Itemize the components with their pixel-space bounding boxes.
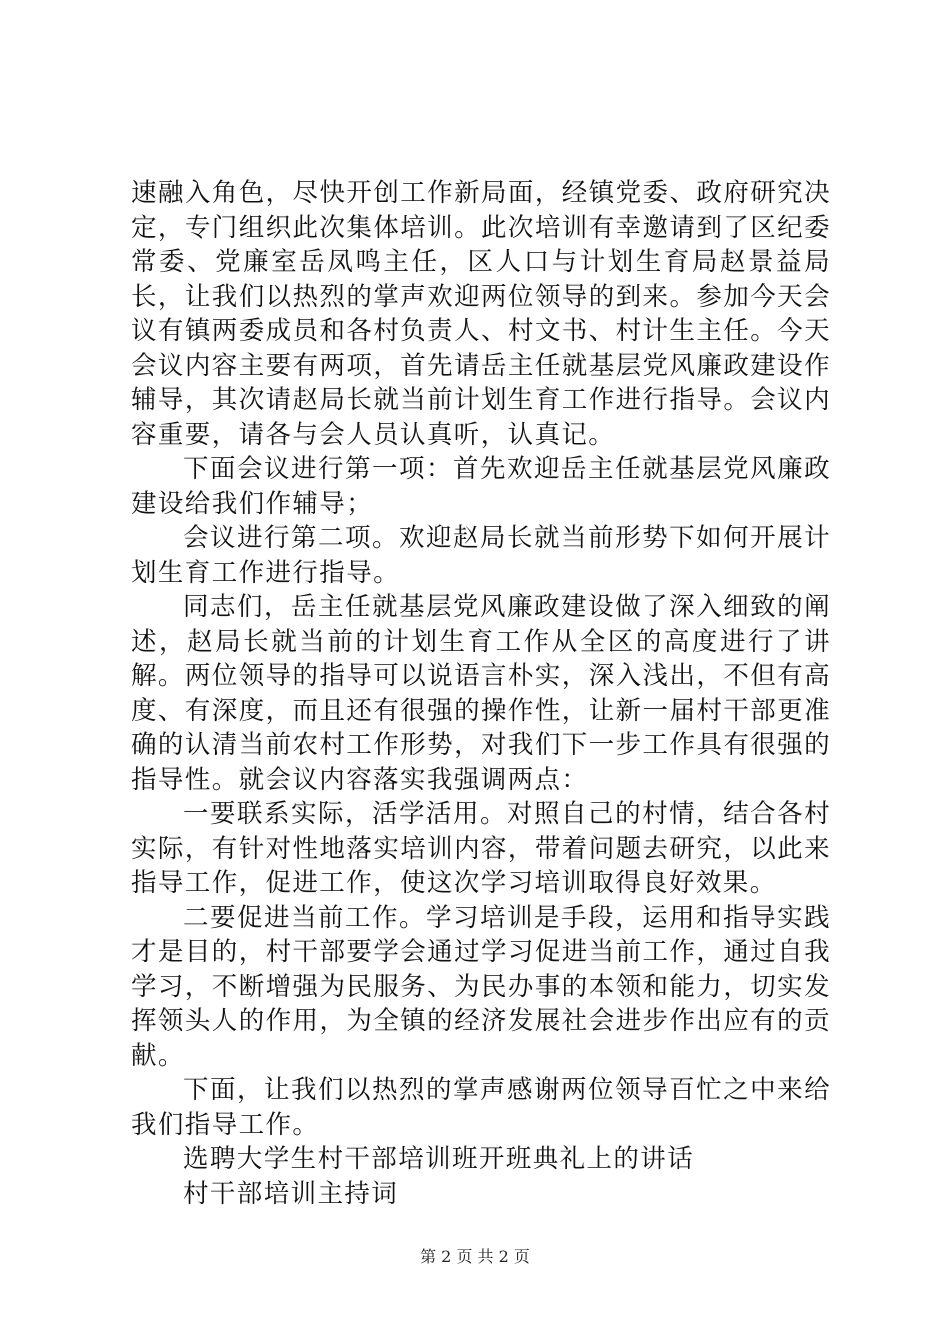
paragraph-point-two: 二要促进当前工作。学习培训是手段，运用和指导实践才是目的，村干部要学会通过学习促进当前工作，通过自我学习，不断增强为民服务、为民办事的本领和能力，切实发挥领头人的作用，为全镇的经济发展社会进步作出应有的贡献。 [131,902,831,1071]
paragraph-point-one: 一要联系实际，活学活用。对照自己的村情，结合各村实际，有针对性地落实培训内容，带着问题去研究，以此来指导工作，促进工作，使这次学习培训取得良好效果。 [131,799,831,898]
paragraph-second-item: 会议进行第二项。欢迎赵局长就当前形势下如何开展计划生育工作进行指导。 [131,523,831,588]
paragraph-summary: 同志们，岳主任就基层党风廉政建设做了深入细致的阐述，赵局长就当前的计划生育工作从全区的高度进行了讲解。两位领导的指导可以说语言朴实，深入浅出，不但有高度、有深度，而且还有很强的操作性，让新一届村干部更准确的认清当前农村工作形势，对我们下一步工作具有很强的指导性。就会议内容落实我强调两点： [131,592,831,795]
paragraph-first-item: 下面会议进行第一项：首先欢迎岳主任就基层党风廉政建设给我们作辅导； [131,454,831,519]
paragraph-opening-continuation: 速融入角色，尽快开创工作新局面，经镇党委、政府研究决定，专门组织此次集体培训。此次培训有幸邀请到了区纪委常委、党廉室岳凤鸣主任，区人口与计划生育局赵景益局长，让我们以热烈的掌声欢迎两位领导的到来。参加今天会议有镇两委成员和各村负责人、村文书、村计生主任。今天会议内容主要有两项，首先请岳主任就基层党风廉政建设作辅导，其次请赵局长就当前计划生育工作进行指导。会议内容重要，请各与会人员认真听，认真记。 [131,178,831,450]
document-body [131,176,831,1211]
page-number-footer: 第 2 页 共 2 页 [420,1247,530,1266]
related-title-host-script: 村干部培训主持词 [183,1178,399,1209]
related-title-speech: 选聘大学生村干部培训班开班典礼上的讲话 [183,1144,695,1174]
paragraph-closing: 下面，让我们以热烈的掌声感谢两位领导百忙之中来给我们指导工作。 [131,1075,831,1140]
